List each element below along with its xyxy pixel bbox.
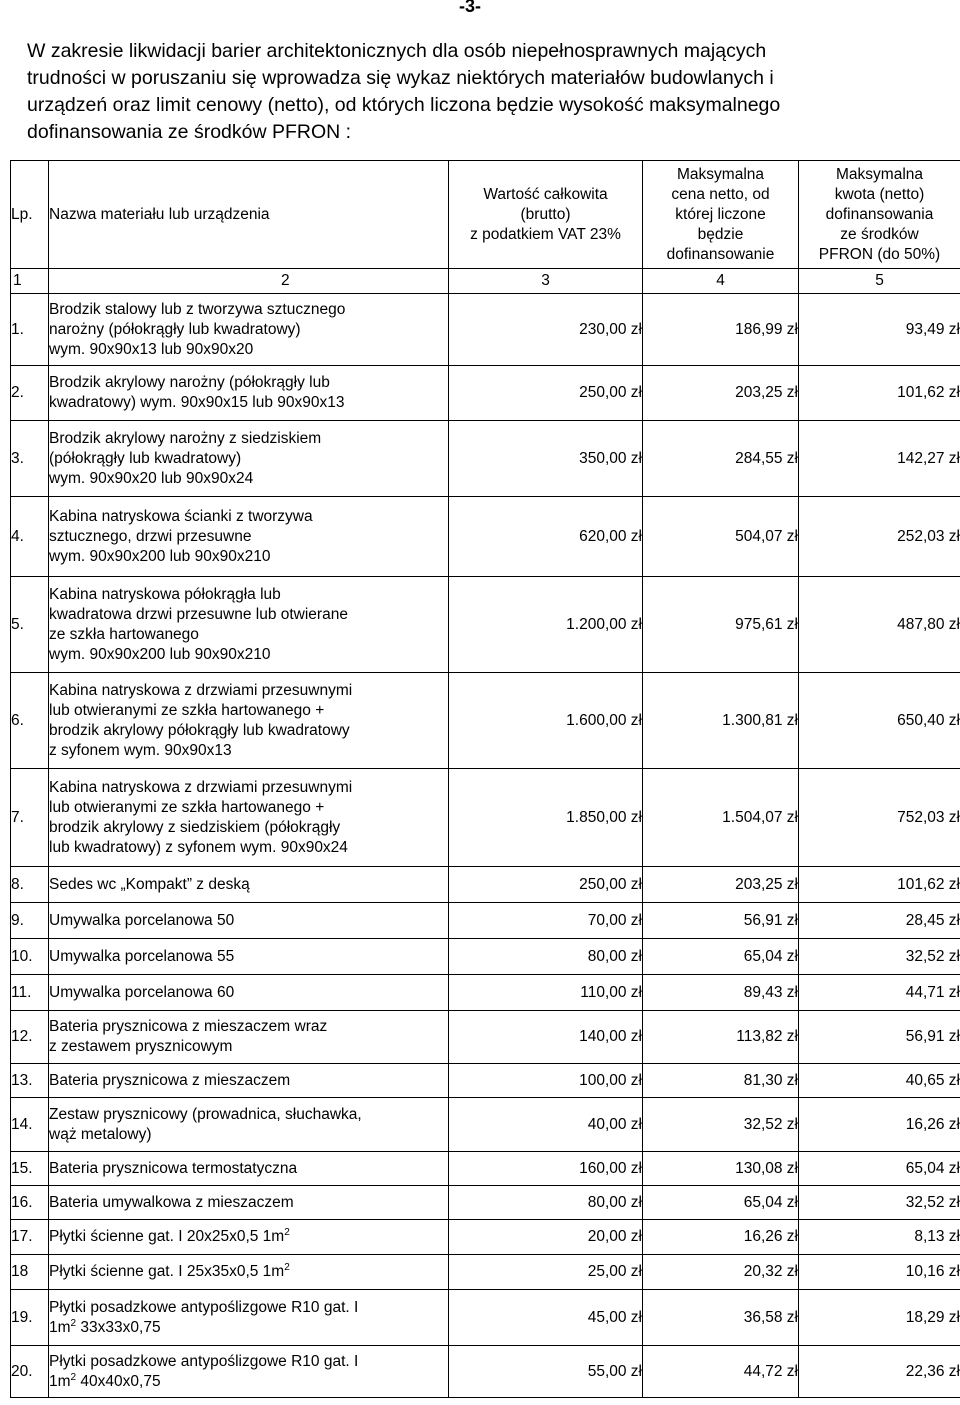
gross-value: 40,00 zł (449, 1098, 643, 1152)
unit-exponent: 2 (70, 1317, 77, 1329)
material-name (49, 1290, 449, 1346)
gross-value: 80,00 zł (449, 939, 643, 975)
header-line: dofinansowania (825, 205, 934, 223)
row-number: 14. (11, 1098, 49, 1152)
material-name-line: Umywalka porcelanowa 55 (49, 947, 235, 965)
material-name-line: Kabina natryskowa z drzwiami przesuwnymi (49, 778, 353, 796)
table-row (11, 975, 960, 1011)
material-name (49, 1220, 449, 1255)
material-name (49, 867, 449, 903)
material-name (49, 294, 449, 366)
material-name (49, 1011, 449, 1064)
row-number: 13. (11, 1064, 49, 1098)
gross-value: 45,00 zł (449, 1290, 643, 1346)
page-number: -3- (459, 0, 481, 16)
gross-value: 1.600,00 zł (449, 673, 643, 769)
material-name-line: Umywalka porcelanowa 60 (49, 983, 235, 1001)
header-line: będzie (697, 225, 744, 243)
table-row (11, 1255, 960, 1290)
max-net-price: 16,26 zł (643, 1220, 799, 1255)
table-body (11, 294, 960, 1398)
header-max-net-price (643, 161, 799, 269)
intro-line: urządzeń oraz limit cenowy (netto), od których liczona będzie wysokość maksymalnego (27, 94, 781, 116)
material-name (49, 975, 449, 1011)
max-funding-amount: 752,03 zł (799, 769, 960, 867)
material-name-line: Brodzik stalowy lub z tworzywa sztucznego (49, 300, 346, 318)
max-net-price: 186,99 zł (643, 294, 799, 366)
row-number: 4. (11, 497, 49, 577)
max-funding-amount: 32,52 zł (799, 1186, 960, 1220)
max-net-price: 203,25 zł (643, 867, 799, 903)
material-name-line: Płytki posadzkowe antypoślizgowe R10 gat. I (49, 1298, 359, 1316)
material-name-line: narożny (półokrągły lub kwadratowy) (49, 320, 301, 338)
header-lp: Lp. (11, 161, 49, 269)
material-name-text: Płytki ścienne gat. I 20x25x0,5 1m (49, 1228, 285, 1245)
max-net-price: 113,82 zł (643, 1011, 799, 1064)
material-name-line: lub otwieranymi ze szkła hartowanego + (49, 701, 325, 719)
header-line: Maksymalna (677, 165, 764, 183)
max-funding-amount: 22,36 zł (799, 1346, 960, 1398)
max-net-price: 1.300,81 zł (643, 673, 799, 769)
row-number: 16. (11, 1186, 49, 1220)
material-name-line (49, 1318, 448, 1338)
material-name (49, 1152, 449, 1186)
table-row (11, 1152, 960, 1186)
table-row (11, 1011, 960, 1064)
material-name-line: lub otwieranymi ze szkła hartowanego + (49, 798, 325, 816)
material-name (49, 421, 449, 497)
material-name (49, 673, 449, 769)
material-name-line (49, 1227, 448, 1247)
table-row (11, 1290, 960, 1346)
table-row (11, 1220, 960, 1255)
header-line: Maksymalna (836, 165, 923, 183)
material-name-line: wym. 90x90x200 lub 90x90x210 (49, 547, 271, 565)
gross-value: 250,00 zł (449, 867, 643, 903)
table-row (11, 366, 960, 421)
table-row (11, 867, 960, 903)
table-row (11, 939, 960, 975)
row-number: 8. (11, 867, 49, 903)
row-number: 18 (11, 1255, 49, 1290)
max-funding-amount: 8,13 zł (799, 1220, 960, 1255)
material-name (49, 1255, 449, 1290)
header-line: (brutto) (520, 205, 571, 223)
gross-value: 70,00 zł (449, 903, 643, 939)
material-name-line: Sedes wc „Kompakt” z deską (49, 875, 250, 893)
material-name-text: 1m (49, 1318, 71, 1336)
gross-value: 100,00 zł (449, 1064, 643, 1098)
table-row (11, 1098, 960, 1152)
unit-exponent: 2 (284, 1261, 290, 1273)
row-number: 6. (11, 673, 49, 769)
column-number: 2 (49, 269, 449, 294)
header-max-funding (799, 161, 960, 269)
material-name (49, 1064, 449, 1098)
material-name (49, 1098, 449, 1152)
material-name (49, 497, 449, 577)
gross-value: 230,00 zł (449, 294, 643, 366)
row-number: 5. (11, 577, 49, 673)
row-number: 12. (11, 1011, 49, 1064)
max-funding-amount: 18,29 zł (799, 1290, 960, 1346)
max-funding-amount: 44,71 zł (799, 975, 960, 1011)
material-name (49, 1346, 449, 1398)
max-net-price: 284,55 zł (643, 421, 799, 497)
gross-value: 20,00 zł (449, 1220, 643, 1255)
header-line: z podatkiem VAT 23% (470, 225, 621, 243)
material-name-line: sztucznego, drzwi przesuwne (49, 527, 252, 545)
material-name-line: Brodzik akrylowy narożny z siedziskiem (49, 429, 322, 447)
material-name-line: wym. 90x90x200 lub 90x90x210 (49, 645, 271, 663)
unit-exponent: 2 (70, 1371, 77, 1383)
header-gross-value (449, 161, 643, 269)
material-name-line: ze szkła hartowanego (49, 625, 199, 643)
max-funding-amount: 10,16 zł (799, 1255, 960, 1290)
column-number: 1 (11, 269, 49, 294)
unit-exponent: 2 (284, 1226, 290, 1238)
max-net-price: 36,58 zł (643, 1290, 799, 1346)
max-net-price: 89,43 zł (643, 975, 799, 1011)
max-net-price: 130,08 zł (643, 1152, 799, 1186)
header-line: ze środków (840, 225, 919, 243)
table-row (11, 903, 960, 939)
material-name-line (49, 1262, 448, 1282)
gross-value: 80,00 zł (449, 1186, 643, 1220)
material-name-line: Kabina natryskowa półokrągła lub (49, 585, 281, 603)
row-number: 9. (11, 903, 49, 939)
max-funding-amount: 101,62 zł (799, 867, 960, 903)
material-name-line: Bateria prysznicowa z mieszaczem (49, 1071, 291, 1089)
intro-paragraph (27, 38, 927, 146)
material-name-line: Kabina natryskowa z drzwiami przesuwnymi (49, 681, 353, 699)
material-name-line: Bateria prysznicowa z mieszaczem wraz (49, 1018, 328, 1035)
table-row (11, 497, 960, 577)
header-line: Wartość całkowita (483, 185, 608, 203)
table-header-row (11, 161, 960, 269)
column-number: 4 (643, 269, 799, 294)
material-name-line: wym. 90x90x20 lub 90x90x24 (49, 469, 254, 487)
row-number: 1. (11, 294, 49, 366)
material-name (49, 1186, 449, 1220)
material-name (49, 577, 449, 673)
row-number: 17. (11, 1220, 49, 1255)
header-line: PFRON (do 50%) (818, 245, 941, 263)
row-number: 3. (11, 421, 49, 497)
max-funding-amount: 32,52 zł (799, 939, 960, 975)
material-name (49, 366, 449, 421)
max-funding-amount: 142,27 zł (799, 421, 960, 497)
max-funding-amount: 28,45 zł (799, 903, 960, 939)
row-number: 10. (11, 939, 49, 975)
header-line: której liczone (675, 205, 766, 223)
table-row (11, 577, 960, 673)
header-line: cena netto, od (671, 185, 770, 203)
gross-value: 25,00 zł (449, 1255, 643, 1290)
table-row (11, 1186, 960, 1220)
intro-line: trudności w poruszaniu się wprowadza się wykaz niektórych materiałów budowlanych i (27, 67, 774, 89)
max-funding-amount: 101,62 zł (799, 366, 960, 421)
row-number: 19. (11, 1290, 49, 1346)
material-name-line: (półokrągły lub kwadratowy) (49, 449, 242, 467)
max-net-price: 504,07 zł (643, 497, 799, 577)
material-name-line: Zestaw prysznicowy (prowadnica, słuchawka, (49, 1105, 362, 1123)
max-net-price: 81,30 zł (643, 1064, 799, 1098)
gross-value: 350,00 zł (449, 421, 643, 497)
table-row (11, 294, 960, 366)
material-name-line (49, 1372, 448, 1392)
material-name-text: Płytki ścienne gat. I 25x35x0,5 1m (49, 1263, 285, 1280)
table-row (11, 769, 960, 867)
max-net-price: 203,25 zł (643, 366, 799, 421)
max-net-price: 1.504,07 zł (643, 769, 799, 867)
table-row (11, 673, 960, 769)
max-funding-amount: 16,26 zł (799, 1098, 960, 1152)
material-name-tail: 40x40x0,75 (76, 1372, 161, 1390)
material-name-line: Płytki posadzkowe antypoślizgowe R10 gat. I (49, 1352, 359, 1370)
material-name-line: kwadratowy) wym. 90x90x15 lub 90x90x13 (49, 394, 345, 411)
column-number: 3 (449, 269, 643, 294)
gross-value: 1.200,00 zł (449, 577, 643, 673)
gross-value: 620,00 zł (449, 497, 643, 577)
table-row (11, 1346, 960, 1398)
max-net-price: 65,04 zł (643, 1186, 799, 1220)
material-name-line: Bateria umywalkowa z mieszaczem (49, 1193, 294, 1211)
gross-value: 250,00 zł (449, 366, 643, 421)
material-name-line: wąż metalowy) (49, 1125, 152, 1143)
gross-value: 55,00 zł (449, 1346, 643, 1398)
material-name-line: brodzik akrylowy z siedziskiem (półokrągły (49, 818, 341, 836)
material-name-line: kwadratowa drzwi przesuwne lub otwierane (49, 605, 348, 623)
header-line: dofinansowanie (666, 245, 775, 263)
material-name (49, 939, 449, 975)
material-name-text: 1m (49, 1372, 71, 1390)
header-line: kwota (netto) (834, 185, 925, 203)
material-name-line: z zestawem prysznicowym (49, 1038, 233, 1055)
row-number: 20. (11, 1346, 49, 1398)
material-name-tail: 33x33x0,75 (76, 1318, 161, 1336)
intro-line: W zakresie likwidacji barier architektonicznych dla osób niepełnosprawnych mających (27, 40, 767, 62)
material-name (49, 903, 449, 939)
max-net-price: 56,91 zł (643, 903, 799, 939)
max-funding-amount: 93,49 zł (799, 294, 960, 366)
gross-value: 160,00 zł (449, 1152, 643, 1186)
gross-value: 1.850,00 zł (449, 769, 643, 867)
max-net-price: 975,61 zł (643, 577, 799, 673)
material-name-line: wym. 90x90x13 lub 90x90x20 (49, 340, 254, 358)
row-number: 15. (11, 1152, 49, 1186)
material-name-line: lub kwadratowy) z syfonem wym. 90x90x24 (49, 838, 348, 856)
table-row (11, 1064, 960, 1098)
row-number: 7. (11, 769, 49, 867)
gross-value: 110,00 zł (449, 975, 643, 1011)
max-funding-amount: 650,40 zł (799, 673, 960, 769)
max-funding-amount: 487,80 zł (799, 577, 960, 673)
max-net-price: 32,52 zł (643, 1098, 799, 1152)
max-funding-amount: 56,91 zł (799, 1011, 960, 1064)
material-name-line: Bateria prysznicowa termostatyczna (49, 1159, 298, 1177)
materials-table (10, 160, 960, 1398)
material-name-line: Kabina natryskowa ścianki z tworzywa (49, 507, 313, 525)
gross-value: 140,00 zł (449, 1011, 643, 1064)
column-number-row (11, 269, 960, 294)
max-net-price: 44,72 zł (643, 1346, 799, 1398)
row-number: 2. (11, 366, 49, 421)
intro-line: dofinansowania ze środków PFRON : (27, 121, 352, 143)
column-number: 5 (799, 269, 960, 294)
header-name: Nazwa materiału lub urządzenia (49, 161, 449, 269)
material-name-line: Brodzik akrylowy narożny (półokrągły lub (49, 374, 330, 391)
max-funding-amount: 65,04 zł (799, 1152, 960, 1186)
max-funding-amount: 40,65 zł (799, 1064, 960, 1098)
material-name-line: brodzik akrylowy półokrągły lub kwadratowy (49, 721, 350, 739)
material-name-line: z syfonem wym. 90x90x13 (49, 741, 232, 759)
max-net-price: 65,04 zł (643, 939, 799, 975)
max-funding-amount: 252,03 zł (799, 497, 960, 577)
material-name (49, 769, 449, 867)
row-number: 11. (11, 975, 49, 1011)
table-row (11, 421, 960, 497)
material-name-line: Umywalka porcelanowa 50 (49, 911, 235, 929)
max-net-price: 20,32 zł (643, 1255, 799, 1290)
